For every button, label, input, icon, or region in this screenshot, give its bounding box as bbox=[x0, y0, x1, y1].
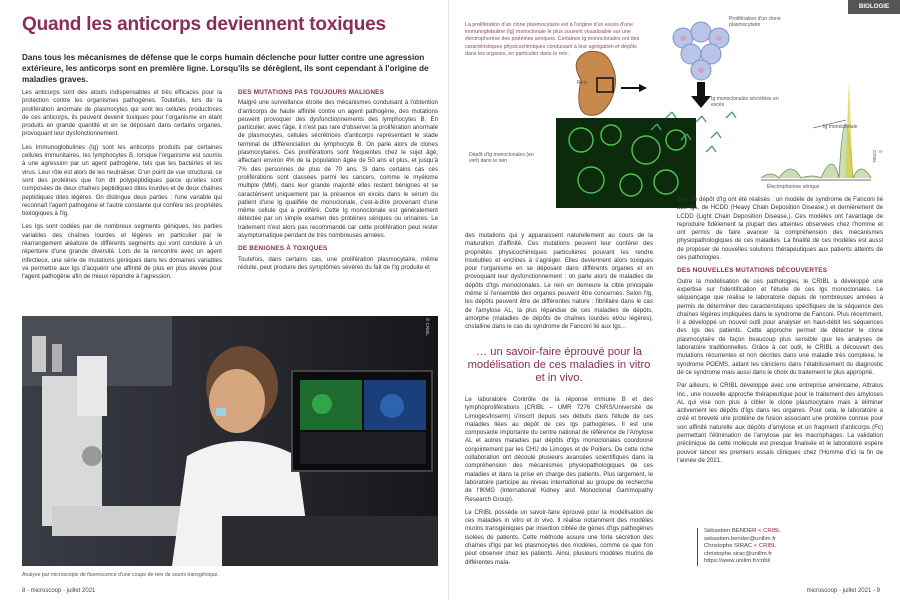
label-secreted: Ig monoclonales sécrétées en excès bbox=[711, 96, 779, 109]
pull-quote-text: … un savoir-faire éprouvé pour la modélisation de ces maladies in vitro et in vivo. bbox=[467, 346, 651, 385]
author-line-1 bbox=[704, 528, 877, 536]
paragraph: Malgré une surveillance étroite des mécanismes conduisant à l'obtention d'anticorps de haute affinité contre un agent pathogène, des mutations peuvent provoquer des dysfonctionnements des lymphocytes B. En particulier, avec l'âge, il n'est pas rare d'observer la prolifération anormale de plasmocytes, cellules sécrétrices d'anticorps représentant le stade terminal de différenciation du lymphocyte B. On parle alors de clones plasmocytaires. Ces proliférations sont fréquentes chez le sujet âgé, affectant environ 4% de la population âgée de 50 ans et plus, et jusqu'à 7% des personnes de plus de 70 ans. Si dans certains cas ces proliférations sont classées parmi les cancers, comme le myélome multiple (MM), dans leur grande majorité elles restent bénignes et se caractérisent uniquement par la présence en excès dans le sérum du patient d'une Ig qualifiée de monoclonale, c'est-à-dire provenant d'une même cellule qui a proliféré. Cette Ig monoclonale est généralement détectée par un simple examen des protéines sériques ou urinaires. Le traitement n'est alors pas recommandé car cette prolifération peut rester asymptomatique pendant de très nombreuses années. bbox=[238, 99, 438, 240]
left-page bbox=[0, 0, 449, 600]
lab-url-link[interactable]: https://www.unilim.fr/cribl/ bbox=[704, 558, 771, 565]
author-signature bbox=[697, 528, 877, 566]
paragraph: Outre la modélisation de ces pathologies, le CRIBL a développé une expertise sur l'identification et l'étude de ces Igs monoclonales. Le séquençage que réalise le laboratoire depuis de nombreuses années a permis de déterminer des caractéristiques spécifiques de la séquence des chaînes légères impliquées dans le syndrome de Fanconi. Plus récemment, il a développé un nouvel outil pour analyser en haut-débit les séquences des Igs des patients. Cette approche permet de détecter le clone plasmocytaire de façon beaucoup plus sensible que les analyses de laboratoire traditionnelles. Grâce à cet outil, le CRIBL a découvert des mutations récurrentes et non décrites dans une maladie très complexe, le syndrome POEMS, aidant les cliniciens dans l'établissement du diagnostic de ce syndrome mais aussi dans le choix du traitement le plus approprié. bbox=[677, 277, 883, 376]
author-email[interactable]: christophe.sirac@unilim.fr bbox=[704, 550, 772, 557]
page-number-right: microscoop - juillet 2021 - 9 bbox=[806, 588, 880, 594]
right-column-1 bbox=[465, 232, 653, 337]
paragraph: dies de dépôt d'Ig ont été réalisés : un modèle de syndrome de Fanconi lié aux Igs, de HCDD (Heavy Chain Deposition Disease,) et dernièrement de LCDD (Light Chain Deposition Disease,). Ces modèles ont l'avantage de reproduire fidèlement la plupart des atteintes observées chez l'homme et ont permis de faire avancer la compréhension des mécanismes physiopathologiques de ces maladies. La finalité de ces modèles est aussi de proposer de nouvelles solutions thérapeutiques aux patients atteints de ces pathologies. bbox=[677, 196, 883, 262]
right-column-2 bbox=[677, 196, 883, 470]
label-deposit: Dépôt d'Ig monoclonales (en vert) dans le rein bbox=[469, 152, 534, 165]
article-lead: Dans tous les mécanismes de défense que le corps humain déclenche pour lutter contre une agression extérieure, les anticorps sont en première ligne. Lorsqu'ils se dérèglent, ils sont cependant à l'origine de maladies graves. bbox=[22, 53, 429, 84]
paragraph: Les anticorps sont des atouts indispensables et très efficaces pour la protection contre les organismes pathogènes. Toutefois, lors de la prolifération anormale de plasmocytes qui sont les cellules productrices de ces anticorps, ils peuvent devenir toxiques pour l'organisme en étant produits en grande quantité et en se déposant dans certains organes, provoquant leur dysfonctionnement. bbox=[22, 89, 222, 138]
page-number-left: 8 - microscoop - juillet 2021 bbox=[22, 588, 96, 594]
electro-curve bbox=[761, 124, 871, 178]
right-column-1-continued bbox=[465, 396, 653, 572]
author-name: Sébastien BENDER bbox=[704, 528, 757, 534]
section-heading: DES NOUVELLES MUTATIONS DÉCOUVERTES bbox=[677, 267, 828, 275]
section-heading: DES MUTATIONS PAS TOUJOURS MALIGNES bbox=[238, 89, 385, 96]
paragraph: Les Igs sont codées par de nombreux segments géniques, les parties variables des chaînes lourdes et légères en particulier par le réarrangement aléatoire de différents segments qui vont conduire à un répertoire d'une grande diversité. Lors de la rencontre avec un agent infectieux, une série de mutations géniques dans les domaines variables va permettre aux Igs d'acquérir une affinité de plus en plus élevée pour l'agent pathogène afin de mieux répondre à l'agression. bbox=[22, 223, 222, 281]
plasmocyte-cluster bbox=[673, 22, 729, 80]
author-line-2 bbox=[704, 543, 877, 551]
author-name: Christophe SIRAC bbox=[704, 543, 753, 550]
section-heading: DE BENIGNES À TOXIQUES bbox=[238, 245, 328, 253]
section-tag: BIOLOGIE bbox=[848, 0, 900, 14]
right-page bbox=[451, 0, 900, 600]
lab-scene-illustration bbox=[22, 316, 438, 566]
photo-credit: © CRIBL bbox=[425, 318, 430, 336]
paragraph: Toutefois, dans certains cas, une prolifération plasmocytaire, même réduite, peut produire des symptômes sévères du fait de l'Ig produite et bbox=[238, 255, 438, 271]
paragraph: Par ailleurs, le CRIBL développe avec une entreprise américaine, Attralus Inc., une nouvelle approche thérapeutique pour le traitement des amyloses AL qui vise non plus à cibler le clone plasmocytaire mais à éliminer activement les dépôts d'Igs dans les organes. Pour cela, le laboratoire a créé et breveté une protéine de fusion associant une protéine connue pour son affinité naturelle aux dépôts d'amylose et un fragment d'anticorps (Fc) permettant l'élimination de l'amylose par les macrophages. La validation préclinique de cette molécule est presque finalisée et le laboratoire espère pouvoir lancer les premiers essais cliniques chez l'Homme d'ici la fin de l'année de 2021. bbox=[677, 382, 883, 464]
author-org: < CRIBL bbox=[753, 543, 777, 550]
label-electrophorese: Électrophorèse sérique bbox=[767, 184, 820, 190]
left-column-2 bbox=[238, 89, 438, 277]
paragraph: Le laboratoire Contrôle de la réponse immune B et des lymphoproliférations (CRIBL – UMR 7276 CNRS/Université de Limoges/Inserm) s'inscrit depuis ses débuts dans l'étude de ces maladies liées au dépôt de ces Igs pathogènes. Il est une composante importante du centre national de référence de l'Amylose AL et autres maladies par dépôts d'Igs monoclonales coordonné conjointement par les CHU de Limoges et de Poitiers. De cette riche collaboration ont découlé plusieurs avancées scientifiques dans la compréhension des mécanismes physiopathologiques de ces maladies et dans la prise en charge des patients. Plus largement, le laboratoire participe au niveau international au groupe de recherche de l'IKMG (International Kidney and Monoclonal Gammopathy Research Group). bbox=[465, 396, 653, 503]
figure-credit: © CRIBL bbox=[871, 150, 883, 164]
paragraph: Le CRIBL possède un savoir-faire éprouvé pour la modélisation de ces maladies in vitro et in vivo. Il réalise notamment des modèles murins transgéniques par insertion ciblée de gènes d'Igs pathogènes isolées de patients. Cette méthode assure une forte sécrétion des chaînes d'Igs par les plasmocytes des modèles, comme ce que l'on peut observer chez les patients. Ainsi, plusieurs modèles murins de différentes mala- bbox=[465, 508, 653, 566]
left-column-1 bbox=[22, 89, 222, 287]
author-org: < CRIBL bbox=[758, 528, 781, 534]
lab-photo bbox=[22, 316, 438, 566]
paragraph: Les immunoglobulines (Ig) sont les anticorps produits par certaines cellules immunitaires, les lymphocytes B, lorsque l'organisme est soumis à une agression par un agent pathogène, tels que les bactéries et les virus. Leur rôle est alors de les neutraliser. D'un point de vue structural, ce sont des protéines que l'on dit polypeptidiques parce qu'elles sont composées de deux chaînes peptidiques dites lourdes et de deux chaînes peptidiques dites légères. On distingue deux parties : l'une variable qui reconnaît l'agent pathogène et l'autre constante qui confère les propriétés biologiques à l'Ig. bbox=[22, 143, 222, 218]
photo-caption: Analyse par microscopie de fluorescence d'une coupe de rein de souris transgénique. bbox=[22, 572, 219, 578]
label-kidney: Rein bbox=[577, 80, 588, 86]
paragraph: des mutations qui y apparaissent naturellement au cours de la maturation d'affinité. Ces mutations peuvent leur conférer des propriétés physicochimiques particulières pouvant les rendre insolubles et enclines à s'agréger. Elles deviennent alors toxiques pour l'organisme en se déposant dans différents organes et en provoquant leur dysfonctionnement : on parle alors de maladies de dépôts d'Igs monoclonales. Le rein en demeure la cible principale même si l'ensemble des organes peuvent être concernés. Selon l'Ig, les dépôts peuvent être de différentes nature : fibrillaire dans le cas de l'amylose AL, la plus répandue de ces maladies de dépôts, amorphe (maladies de dépôts de chaînes lourdes et/ou légères), cristalline dans le cas du syndrome de Fanconi lié aux Igs… bbox=[465, 232, 653, 331]
article-title: Quand les anticorps deviennent toxiques bbox=[22, 14, 386, 35]
pull-quote bbox=[465, 346, 653, 386]
label-clone: Prolifération d'un clone plasmocytaire bbox=[729, 16, 781, 29]
figure-intro-text: La prolifération d'un clone plasmocytaire est à l'origine d'un excès d'une immunoglobuline (Ig) monoclonale le plus souvent visualisable sur une électrophorèse des protéines sériques. Certaines Ig monoclonales ont des caractéristiques physicochimiques conduisant à leur agrégation et dépôts dans les organes, en particulier dans le rein. bbox=[465, 22, 640, 57]
label-ig-monoclonale: Ig monoclonale bbox=[823, 124, 858, 130]
author-email[interactable]: sebastien.bender@unilim.fr bbox=[704, 535, 776, 542]
